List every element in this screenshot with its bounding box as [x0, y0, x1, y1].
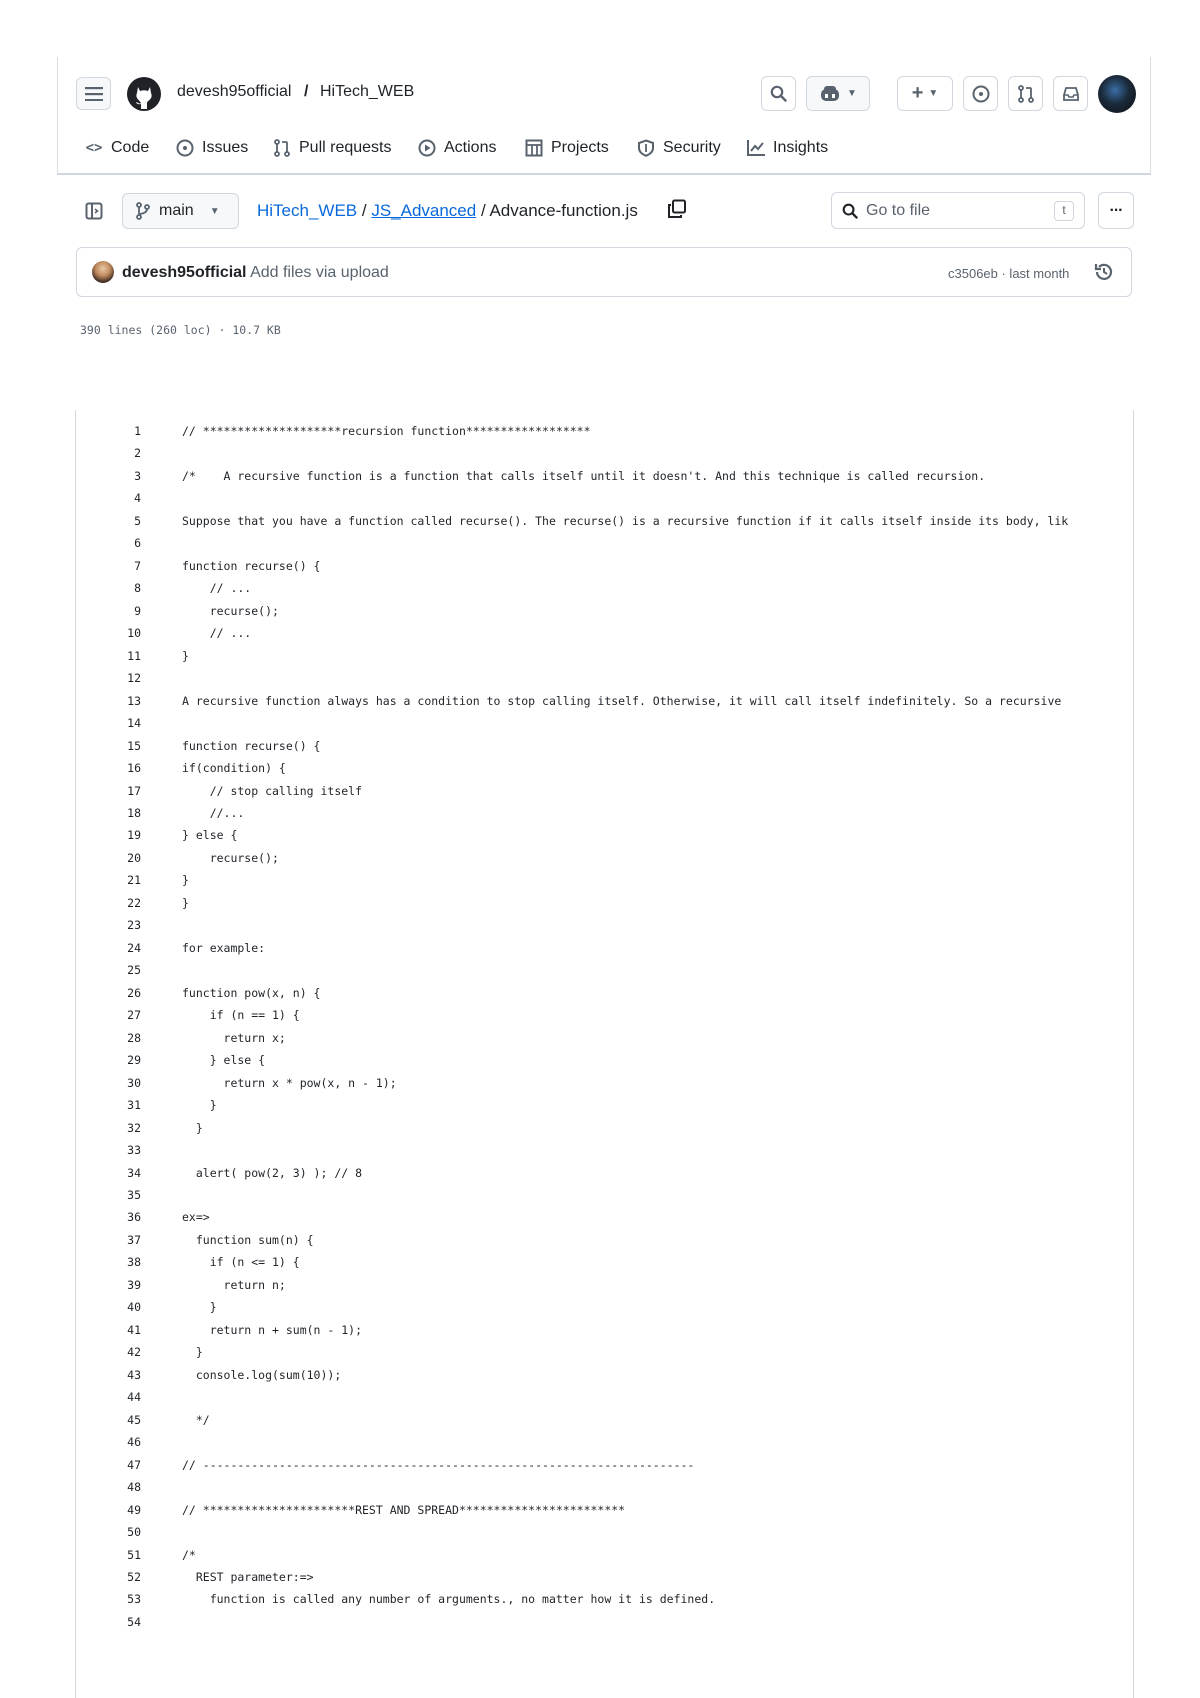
code-line: for example: — [182, 940, 266, 955]
search-button[interactable] — [761, 76, 796, 111]
commit-meta[interactable]: c3506eb · last month — [948, 266, 1070, 281]
line-number[interactable]: 7 — [134, 558, 141, 573]
line-number[interactable]: 1 — [134, 424, 141, 438]
tab-pull-requests-label: Pull requests — [299, 139, 392, 156]
tab-code-label: Code — [111, 139, 150, 156]
line-number[interactable]: 6 — [134, 536, 141, 551]
code-line: recurse(); — [182, 603, 279, 618]
tab-code[interactable] — [84, 136, 149, 160]
branch-name: main — [159, 202, 194, 219]
go-to-file-input[interactable] — [831, 192, 1085, 229]
code-line: } — [182, 1345, 203, 1360]
chevron-down-icon: ▼ — [209, 205, 220, 217]
tab-projects-label: Projects — [551, 139, 609, 156]
commit-author-avatar[interactable] — [92, 261, 114, 283]
code-line: alert( pow(2, 3) ); // 8 — [182, 1165, 363, 1180]
line-number[interactable]: 31 — [127, 1098, 141, 1113]
code-line: if (n == 1) { — [182, 1008, 300, 1023]
line-number[interactable]: 47 — [127, 1457, 141, 1472]
line-number[interactable]: 19 — [127, 828, 141, 843]
line-number[interactable]: 39 — [127, 1277, 141, 1292]
code-line: function pow(x, n) { — [182, 985, 321, 1000]
create-new-button[interactable] — [897, 76, 953, 111]
line-number[interactable]: 15 — [127, 738, 141, 753]
code-line: /* A recursive function is a function that calls itself until it doesn't. And this technique is called recursion. — [182, 468, 986, 483]
code-line: ex=> — [182, 1210, 210, 1225]
commit-summary — [122, 264, 389, 282]
line-number[interactable]: 29 — [127, 1053, 141, 1068]
breadcrumb-root[interactable]: HiTech_WEB — [257, 201, 358, 220]
tab-security[interactable] — [636, 136, 721, 160]
code-line: function recurse() { — [182, 738, 321, 753]
code-line: } — [182, 873, 189, 888]
code-line: if (n <= 1) { — [182, 1255, 300, 1270]
chevron-down-icon: ▼ — [928, 88, 939, 99]
tab-actions[interactable] — [417, 136, 496, 160]
tab-pull-requests[interactable] — [272, 136, 392, 160]
code-line: // ... — [182, 581, 252, 596]
line-number[interactable]: 21 — [127, 873, 141, 888]
code-line: /* — [182, 1547, 196, 1562]
code-line: A recursive function always has a condition to stop calling itself. Otherwise, it will call itself indefinitely. So a recursive — [182, 693, 1062, 708]
code-line: */ — [182, 1412, 210, 1427]
file-name: Advance-function.js — [489, 201, 638, 220]
code-line: } — [182, 1300, 217, 1315]
inbox-button[interactable] — [1053, 76, 1088, 111]
tab-actions-label: Actions — [444, 139, 497, 156]
line-number[interactable]: 14 — [127, 716, 141, 731]
breadcrumb-separator: / — [357, 201, 372, 220]
line-number[interactable]: 28 — [127, 1030, 141, 1045]
line-number[interactable]: 48 — [127, 1480, 141, 1495]
keyboard-shortcut-badge: t — [1054, 201, 1074, 221]
line-number[interactable]: 53 — [127, 1592, 141, 1607]
line-number[interactable]: 33 — [127, 1143, 141, 1158]
code-line: } — [182, 1098, 217, 1113]
search-icon — [770, 85, 787, 102]
search-icon — [842, 203, 858, 219]
line-number[interactable]: 24 — [127, 940, 141, 955]
line-number[interactable]: 34 — [127, 1165, 141, 1180]
line-number[interactable]: 23 — [127, 918, 141, 933]
line-number[interactable]: 45 — [127, 1412, 141, 1427]
line-number[interactable]: 5 — [134, 513, 141, 528]
tab-insights-label: Insights — [773, 139, 829, 156]
issues-button[interactable] — [963, 76, 998, 111]
menu-button[interactable] — [76, 77, 111, 110]
breadcrumb-separator: / — [476, 201, 490, 220]
file-info: 390 lines (260 loc) · 10.7 KB — [80, 323, 281, 337]
kebab-horizontal-icon: ··· — [1109, 201, 1123, 219]
code-line: Suppose that you have a function called recurse(). The recurse() is a recursive function if it calls itself inside its body, lik — [182, 513, 1069, 528]
plus-icon: + — [911, 82, 924, 104]
line-number[interactable]: 40 — [127, 1300, 141, 1315]
code-line: function recurse() { — [182, 558, 321, 573]
sidebar-icon — [85, 202, 103, 220]
history-icon — [1093, 261, 1115, 283]
table-icon — [524, 138, 544, 158]
copy-icon — [667, 199, 687, 219]
line-number[interactable]: 3 — [134, 468, 141, 483]
repo-name[interactable]: HiTech_WEB — [320, 83, 415, 100]
code-line: // ... — [182, 626, 252, 641]
line-number[interactable]: 16 — [127, 761, 141, 776]
line-number[interactable]: 20 — [127, 850, 141, 865]
tab-projects[interactable] — [524, 136, 609, 160]
pull-request-icon — [1017, 85, 1035, 103]
go-to-file-placeholder: Go to file — [866, 201, 931, 219]
tab-issues-label: Issues — [202, 139, 249, 156]
copilot-icon — [819, 85, 841, 103]
code-line: if(condition) { — [182, 761, 286, 776]
commit-message[interactable]: Add files via upload — [250, 264, 389, 281]
code-line: recurse(); — [182, 850, 279, 865]
line-number[interactable]: 9 — [134, 603, 141, 618]
line-number[interactable]: 35 — [127, 1187, 141, 1202]
line-number[interactable]: 37 — [127, 1232, 141, 1247]
line-number[interactable]: 12 — [127, 671, 141, 686]
code-line: } else { — [182, 828, 238, 843]
line-number[interactable]: 22 — [127, 895, 141, 910]
line-number[interactable]: 54 — [127, 1614, 141, 1629]
tab-security-label: Security — [663, 139, 721, 156]
branch-selector[interactable] — [122, 193, 239, 229]
code-line: // **********************REST AND SPREAD************************ — [182, 1502, 626, 1517]
code-line: //... — [182, 805, 245, 820]
tab-insights[interactable] — [746, 136, 828, 160]
code-line: return n; — [182, 1277, 286, 1292]
line-number[interactable]: 41 — [127, 1322, 141, 1337]
line-number[interactable]: 17 — [127, 783, 141, 798]
code-line: // ----------------------------------------------------------------------- — [182, 1457, 695, 1472]
toggle-sidebar-button[interactable] — [76, 194, 112, 228]
line-number[interactable]: 2 — [134, 446, 141, 461]
code-line: // stop calling itself — [182, 783, 363, 798]
code-line: return n + sum(n - 1); — [182, 1322, 363, 1337]
shield-icon — [636, 138, 656, 158]
line-number[interactable]: 43 — [127, 1367, 141, 1382]
line-number[interactable]: 8 — [134, 581, 141, 596]
code-line: } else { — [182, 1053, 266, 1068]
line-number[interactable]: 25 — [127, 963, 141, 978]
line-number[interactable]: 32 — [127, 1120, 141, 1135]
code-line: } — [182, 648, 189, 663]
repo-owner[interactable]: devesh95official — [177, 83, 292, 100]
line-number[interactable]: 52 — [127, 1569, 141, 1584]
copilot-button[interactable] — [806, 76, 870, 111]
graph-icon — [746, 138, 766, 158]
hamburger-icon — [85, 87, 103, 101]
code-line: // ********************recursion function****************** — [182, 424, 591, 438]
line-number[interactable]: 10 — [127, 626, 141, 641]
code-line: } — [182, 1120, 203, 1135]
line-number[interactable]: 11 — [127, 648, 141, 663]
tab-issues[interactable] — [175, 136, 248, 160]
line-number[interactable]: 36 — [127, 1210, 141, 1225]
issue-icon — [972, 85, 990, 103]
line-number[interactable]: 13 — [127, 693, 141, 708]
line-number[interactable]: 30 — [127, 1075, 141, 1090]
copy-path-button[interactable] — [667, 199, 689, 221]
line-number[interactable]: 42 — [127, 1345, 141, 1360]
github-logo[interactable] — [126, 76, 162, 112]
line-number[interactable]: 4 — [134, 491, 141, 506]
code-line: } — [182, 895, 189, 910]
code-line: function is called any number of arguments., no matter how it is defined. — [182, 1592, 716, 1607]
play-icon — [417, 138, 437, 158]
code-line: function sum(n) { — [182, 1232, 314, 1247]
line-number[interactable]: 27 — [127, 1008, 141, 1023]
code-view — [75, 410, 1134, 1698]
line-number[interactable]: 50 — [127, 1525, 141, 1540]
github-icon — [126, 76, 162, 112]
code-line: REST parameter:=> — [182, 1569, 314, 1584]
code-line: return x * pow(x, n - 1); — [182, 1075, 397, 1090]
more-options-button[interactable] — [1098, 192, 1134, 229]
issue-icon — [175, 138, 195, 158]
line-number[interactable]: 51 — [127, 1547, 141, 1562]
history-button[interactable] — [1093, 261, 1115, 283]
line-number[interactable]: 46 — [127, 1435, 141, 1450]
breadcrumb-folder[interactable]: JS_Advanced — [371, 201, 477, 220]
line-number[interactable]: 18 — [127, 805, 141, 820]
avatar[interactable] — [1098, 75, 1136, 113]
breadcrumb — [257, 201, 638, 221]
code-icon: <> — [85, 140, 103, 156]
commit-author[interactable]: devesh95official — [122, 264, 247, 281]
code-line: console.log(sum(10)); — [182, 1367, 342, 1382]
code-line: return x; — [182, 1030, 286, 1045]
repo-separator: / — [304, 83, 309, 100]
line-number[interactable]: 26 — [127, 985, 141, 1000]
pull-requests-button[interactable] — [1008, 76, 1043, 111]
line-number[interactable]: 38 — [127, 1255, 141, 1270]
chevron-down-icon: ▼ — [847, 88, 857, 99]
line-number[interactable]: 44 — [127, 1390, 141, 1405]
inbox-icon — [1062, 86, 1080, 102]
pull-request-icon — [272, 138, 292, 158]
line-number[interactable]: 49 — [127, 1502, 141, 1517]
branch-icon — [135, 202, 151, 220]
